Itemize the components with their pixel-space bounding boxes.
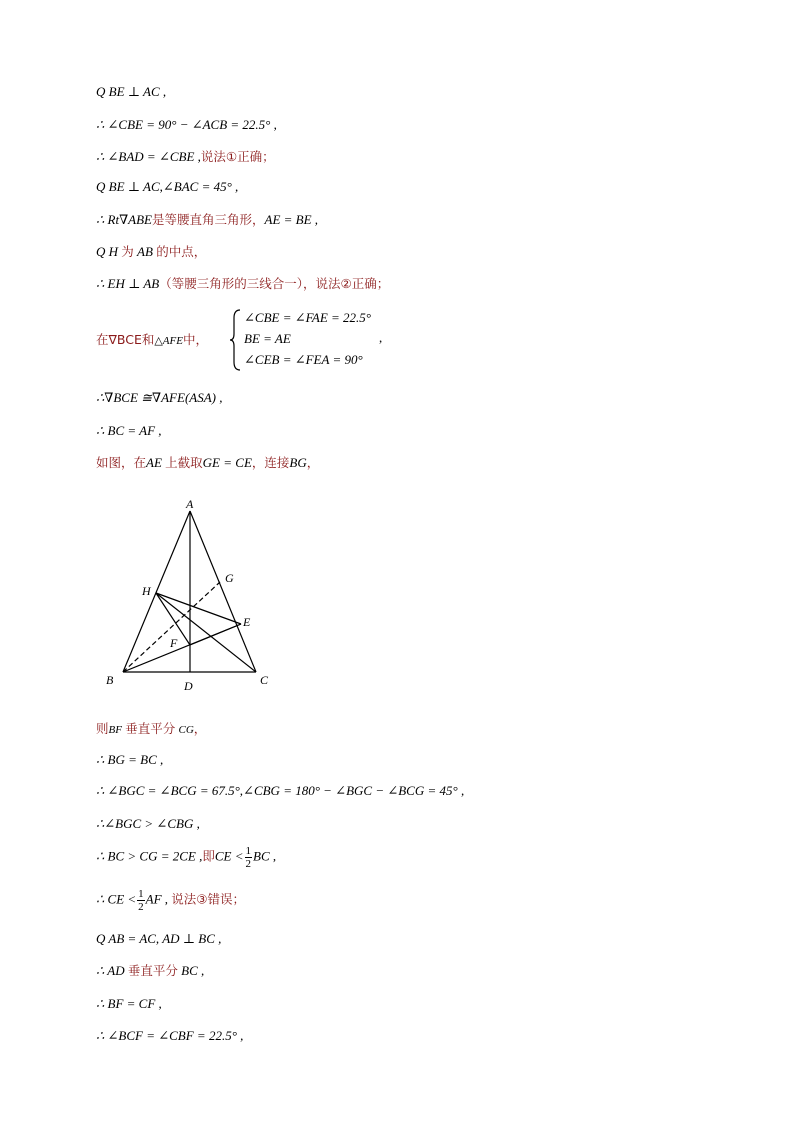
label-B: B	[106, 673, 114, 687]
label-H: H	[142, 584, 151, 598]
label-G: G	[225, 571, 234, 585]
system-label: 在∇BCE和△AFE中，	[96, 332, 208, 347]
line-10: ∴ BC = AF ,	[96, 423, 162, 438]
system-eq-3: ∠CEB = ∠FEA = 90°	[244, 352, 363, 367]
line-15: ∴∠BGC > ∠CBG ,	[96, 816, 200, 831]
line-1: Q BE ⊥ AC ,	[96, 84, 167, 99]
segment-HE	[156, 593, 241, 624]
system-eq-2: BE = AE	[244, 331, 291, 346]
line-14: ∴ ∠BGC = ∠BCG = 67.5°,∠CBG = 180° − ∠BGC − ∠BCG = 45° ,	[96, 783, 465, 798]
line-19: ∴ AD 垂直平分 BC ,	[96, 963, 205, 978]
segment-FE	[190, 624, 241, 645]
segment-AB	[123, 511, 190, 672]
line-12: 则BF 垂直平分 CG，	[96, 721, 207, 736]
line-7: ∴ EH ⊥ AB（等腰三角形的三线合一），说法②正确；	[96, 276, 390, 291]
label-D: D	[184, 679, 193, 693]
label-E: E	[243, 615, 251, 629]
line-3: ∴ ∠BAD = ∠CBE ,说法①正确；	[96, 149, 275, 164]
line-11: 如图，在AE 上截取GE = CE，连接BG，	[96, 455, 320, 470]
label-C: C	[260, 673, 269, 687]
segment-HC	[156, 593, 256, 672]
line-16: ∴ BC > CG = 2CE ,即CE < $\frac{1}{2}$ BC ,	[96, 845, 277, 870]
label-A: A	[186, 497, 194, 511]
segment-BG	[123, 582, 220, 672]
label-F: F	[170, 636, 178, 650]
brace-icon	[230, 308, 242, 372]
line-6: Q H 为 AB 的中点，	[96, 244, 207, 259]
line-4: Q BE ⊥ AC,∠BAC = 45° ,	[96, 179, 239, 194]
line-13: ∴ BG = BC ,	[96, 752, 164, 767]
line-5: ∴ Rt∇ABE是等腰直角三角形，AE = BE ,	[96, 212, 319, 227]
line-18: Q AB = AC, AD ⊥ BC ,	[96, 931, 222, 946]
fraction-half: $\frac{1}{2}$	[245, 845, 252, 870]
line-20: ∴ BF = CF ,	[96, 996, 162, 1011]
system-eq-1: ∠CBE = ∠FAE = 22.5°	[244, 310, 371, 325]
line-21: ∴ ∠BCF = ∠CBF = 22.5° ,	[96, 1028, 244, 1043]
geometry-figure	[96, 495, 286, 695]
line-9: ∴∇BCE ≅∇AFE(ASA) ,	[96, 390, 223, 405]
system-comma: ,	[379, 330, 383, 345]
line-2: ∴ ∠CBE = 90° − ∠ACB = 22.5° ,	[96, 117, 277, 132]
segment-AC	[190, 511, 256, 672]
line-17: ∴ CE < $\frac{1}{2}$ AF , 说法③错误；	[96, 888, 246, 913]
fraction-half: $\frac{1}{2}$	[138, 888, 144, 913]
